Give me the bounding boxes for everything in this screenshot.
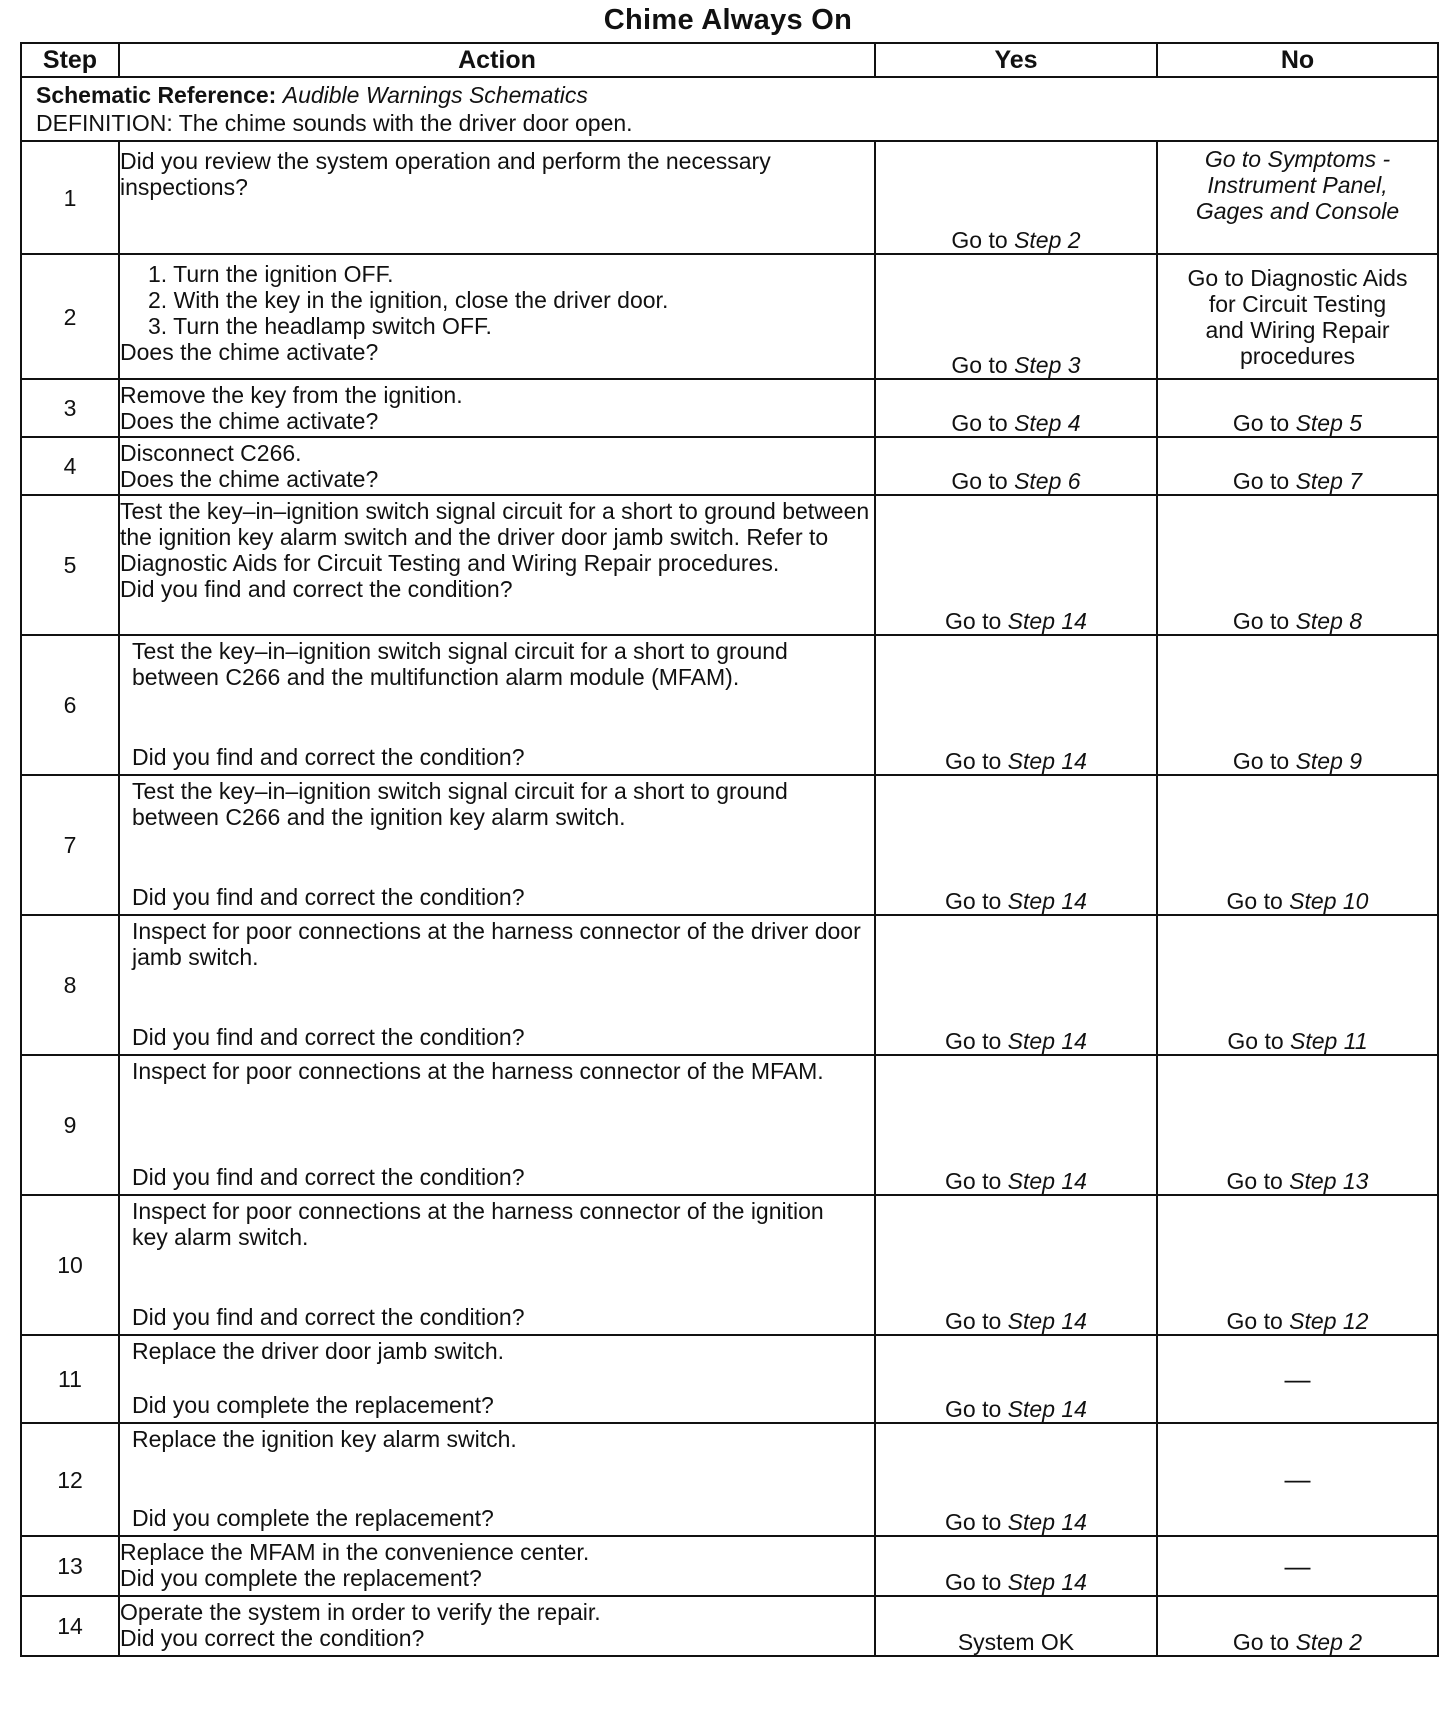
no-cell — [1157, 495, 1438, 635]
action-cell — [119, 379, 875, 437]
no-cell — [1157, 1536, 1438, 1596]
yes-cell — [875, 1335, 1157, 1423]
yes-cell — [875, 915, 1157, 1055]
yes-cell — [875, 141, 1157, 254]
action-cell — [119, 1596, 875, 1656]
no-cell — [1157, 437, 1438, 495]
goto-label: Go to — [945, 1569, 1002, 1595]
goto-label: Go to — [1226, 1168, 1283, 1194]
no-link-line[interactable]: Go to Diagnostic Aids — [1187, 265, 1408, 291]
step-link[interactable]: Step 14 — [1007, 748, 1087, 774]
action-cell — [119, 1195, 875, 1335]
step-link[interactable]: Step 13 — [1289, 1168, 1369, 1194]
yes-cell — [875, 635, 1157, 775]
step-number: 9 — [21, 1055, 119, 1195]
yes-cell — [875, 254, 1157, 379]
step-link[interactable]: Step 6 — [1014, 468, 1081, 494]
definition-text: DEFINITION: The chime sounds with the driver door open. — [36, 110, 633, 136]
action-cell — [119, 775, 875, 915]
question-text: Did you find and correct the condition? — [132, 1304, 525, 1330]
step-link[interactable]: Step 9 — [1295, 748, 1363, 774]
question-text: Did you find and correct the condition? — [132, 1024, 525, 1050]
action-cell — [119, 1423, 875, 1536]
table-row — [21, 1195, 1438, 1335]
step-number: 5 — [21, 495, 119, 635]
no-cell — [1157, 1055, 1438, 1195]
diagnostic-table — [20, 42, 1439, 1657]
table-row — [21, 1536, 1438, 1596]
step-link[interactable]: Step 14 — [1007, 888, 1087, 914]
goto-label: Go to — [1226, 888, 1283, 914]
action-cell — [119, 141, 875, 254]
no-cell — [1157, 254, 1438, 379]
yes-cell — [875, 379, 1157, 437]
action-text: Operate the system in order to verify the repair. — [120, 1599, 601, 1625]
action-text: Remove the key from the ignition. — [120, 382, 463, 408]
goto-label: Go to — [951, 352, 1008, 378]
step-link[interactable]: Step 14 — [1007, 1168, 1087, 1194]
table-row — [21, 437, 1438, 495]
table-row — [21, 1055, 1438, 1195]
table-row — [21, 141, 1438, 254]
goto-label: Go to — [945, 1028, 1002, 1054]
yes-cell — [875, 1596, 1157, 1656]
goto-label: Go to — [1232, 748, 1290, 774]
action-cell — [119, 1055, 875, 1195]
action-cell — [119, 1536, 875, 1596]
no-cell — [1157, 1596, 1438, 1656]
step-number: 13 — [21, 1536, 119, 1596]
question-text: Does the chime activate? — [120, 339, 379, 365]
step-link[interactable]: Step 3 — [1014, 352, 1081, 378]
step-number: 14 — [21, 1596, 119, 1656]
action-text: Replace the ignition key alarm switch. — [132, 1426, 517, 1452]
step-number: 3 — [21, 379, 119, 437]
action-text: Inspect for poor connections at the harness connector of the driver door jamb switch. — [132, 918, 861, 970]
schematic-row — [21, 77, 1438, 141]
action-text: Inspect for poor connections at the harness connector of the MFAM. — [132, 1058, 824, 1084]
question-text: Did you correct the condition? — [120, 1625, 425, 1651]
step-link[interactable]: Step 4 — [1014, 410, 1081, 436]
action-text: Test the key–in–ignition switch signal circuit for a short to ground between C266 and the ignition key alarm switch. — [132, 778, 788, 830]
no-cell — [1157, 379, 1438, 437]
no-cell — [1157, 635, 1438, 775]
list-item: 3. Turn the headlamp switch OFF. — [148, 313, 492, 339]
yes-cell — [875, 437, 1157, 495]
table-row — [21, 635, 1438, 775]
step-link[interactable]: Step 14 — [1007, 608, 1087, 634]
no-cell — [1157, 1423, 1438, 1536]
step-number: 1 — [21, 141, 119, 254]
yes-cell — [875, 1055, 1157, 1195]
step-link[interactable]: Step 8 — [1295, 608, 1363, 634]
step-link[interactable]: Step 14 — [1007, 1569, 1087, 1595]
schematic-reference — [22, 78, 1437, 108]
goto-label: Go to — [945, 748, 1002, 774]
question-text: Did you complete the replacement? — [120, 1565, 482, 1591]
table-row — [21, 254, 1438, 379]
no-cell — [1157, 915, 1438, 1055]
action-text: Replace the driver door jamb switch. — [132, 1338, 504, 1364]
yes-cell — [875, 1423, 1157, 1536]
step-link[interactable]: Step 5 — [1295, 410, 1363, 436]
step-link[interactable]: Step 2 — [1014, 227, 1081, 253]
action-text: Disconnect C266. — [120, 440, 302, 466]
goto-label: Go to — [951, 468, 1008, 494]
action-text: Replace the MFAM in the convenience center. — [120, 1539, 590, 1565]
action-cell — [119, 437, 875, 495]
action-cell — [119, 1335, 875, 1423]
question-text: Did you complete the replacement? — [132, 1505, 494, 1531]
no-cell — [1157, 1335, 1438, 1423]
list-item: 1. Turn the ignition OFF. — [148, 261, 394, 287]
table-row — [21, 775, 1438, 915]
header-yes: Yes — [875, 43, 1157, 77]
question-text: Does the chime activate? — [120, 466, 379, 492]
header-no: No — [1157, 43, 1438, 77]
no-cell — [1157, 141, 1438, 254]
question-text: Did you find and correct the condition? — [132, 744, 525, 770]
no-dash: — — [1284, 1363, 1311, 1394]
header-step: Step — [21, 43, 119, 77]
header-action: Action — [119, 43, 875, 77]
table-row — [21, 495, 1438, 635]
step-link[interactable]: Step 14 — [1007, 1396, 1087, 1422]
goto-label: Go to — [945, 1168, 1002, 1194]
header-row — [21, 43, 1438, 77]
no-link-line[interactable]: Gages and Console — [1195, 198, 1400, 224]
step-number: 12 — [21, 1423, 119, 1536]
action-cell — [119, 915, 875, 1055]
goto-label: Go to — [945, 1308, 1002, 1334]
no-dash: — — [1284, 1464, 1311, 1494]
step-number: 10 — [21, 1195, 119, 1335]
step-link[interactable]: Step 14 — [1007, 1509, 1087, 1535]
question-text: Did you find and correct the condition? — [132, 884, 525, 910]
table-row — [21, 379, 1438, 437]
system-ok-text: System OK — [957, 1629, 1075, 1655]
question-text: Did you find and correct the condition? — [120, 576, 513, 602]
step-number: 11 — [21, 1335, 119, 1423]
goto-label: Go to — [945, 608, 1002, 634]
step-link[interactable]: Step 7 — [1295, 468, 1363, 494]
step-link[interactable]: Step 2 — [1295, 1629, 1363, 1655]
step-number: 4 — [21, 437, 119, 495]
schematic-cell — [21, 77, 1438, 141]
yes-cell — [875, 775, 1157, 915]
list-item: 2. With the key in the ignition, close the driver door. — [148, 287, 669, 313]
question-text: Does the chime activate? — [120, 408, 379, 434]
schematic-link[interactable]: Audible Warnings Schematics — [282, 82, 588, 108]
action-text: Did you review the system operation and perform the necessary inspections? — [120, 148, 771, 200]
no-link-line[interactable]: and Wiring Repair — [1205, 317, 1390, 343]
table-row — [21, 1596, 1438, 1656]
goto-label: Go to — [951, 410, 1008, 436]
goto-label: Go to — [1232, 468, 1290, 494]
step-number: 7 — [21, 775, 119, 915]
schematic-label: Schematic Reference: — [36, 82, 277, 108]
action-text: Test the key–in–ignition switch signal circuit for a short to ground between C266 and the multifunction alarm module (MFAM). — [132, 638, 788, 690]
step-number: 6 — [21, 635, 119, 775]
goto-label: Go to — [945, 1396, 1002, 1422]
table-row — [21, 1423, 1438, 1536]
goto-label: Go to — [1232, 1629, 1290, 1655]
step-link[interactable]: Step 11 — [1290, 1028, 1368, 1054]
action-cell — [119, 635, 875, 775]
question-text: Did you complete the replacement? — [132, 1392, 494, 1418]
no-dash: — — [1284, 1550, 1311, 1581]
action-cell — [119, 254, 875, 379]
action-text: Test the key–in–ignition switch signal circuit for a short to ground between the ignition key alarm switch and the driver door jamb switch. Refer to Diagnostic Aids for Circuit Testing and Wiring Repair procedures. — [120, 498, 870, 576]
yes-cell — [875, 1195, 1157, 1335]
goto-label: Go to — [945, 1509, 1002, 1535]
goto-label: Go to — [945, 888, 1002, 914]
no-link-line[interactable]: for Circuit Testing — [1208, 291, 1387, 317]
step-number: 2 — [21, 254, 119, 379]
step-link[interactable]: Step 14 — [1007, 1308, 1087, 1334]
question-text: Did you find and correct the condition? — [132, 1164, 525, 1190]
goto-label: Go to — [1232, 410, 1290, 436]
step-link[interactable]: Step 10 — [1289, 888, 1369, 914]
no-link-line[interactable]: procedures — [1239, 343, 1356, 369]
page-title: Chime Always On — [603, 4, 853, 36]
no-link-line[interactable]: Go to Symptoms - — [1204, 146, 1391, 172]
action-cell — [119, 495, 875, 635]
step-link[interactable]: Step 14 — [1007, 1028, 1087, 1054]
yes-cell — [875, 495, 1157, 635]
step-link[interactable]: Step 12 — [1289, 1308, 1369, 1334]
no-cell — [1157, 775, 1438, 915]
goto-label: Go to — [1227, 1028, 1284, 1054]
goto-label: Go to — [1226, 1308, 1283, 1334]
action-list — [120, 261, 874, 339]
goto-label: Go to — [951, 227, 1008, 253]
table-row — [21, 1335, 1438, 1423]
goto-label: Go to — [1232, 608, 1290, 634]
no-link-line[interactable]: Instrument Panel, — [1207, 172, 1388, 198]
no-cell — [1157, 1195, 1438, 1335]
table-row — [21, 915, 1438, 1055]
action-text: Inspect for poor connections at the harness connector of the ignition key alarm switch. — [132, 1198, 824, 1250]
step-number: 8 — [21, 915, 119, 1055]
yes-cell — [875, 1536, 1157, 1596]
